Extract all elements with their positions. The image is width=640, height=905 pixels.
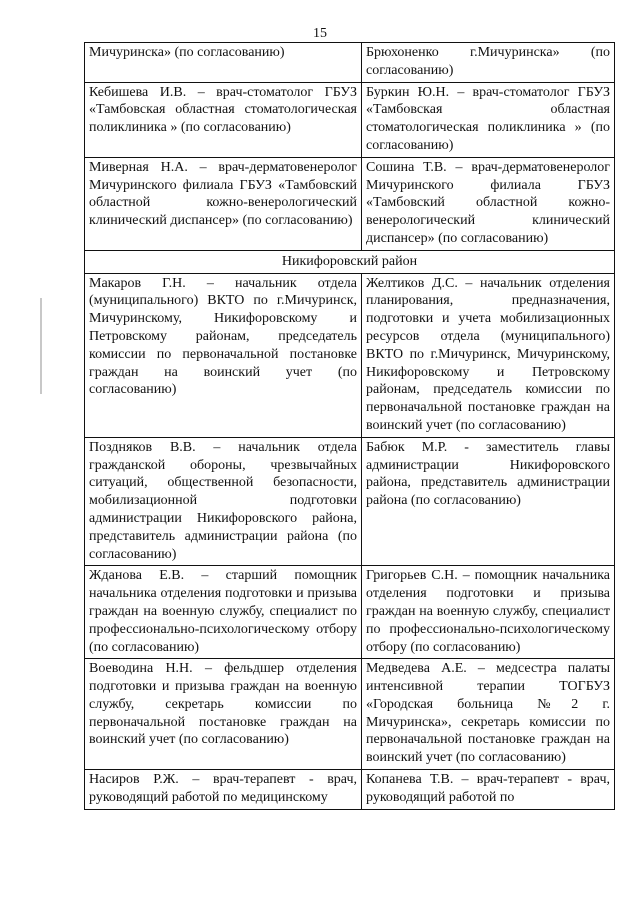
section-row — [85, 250, 615, 273]
table-row — [85, 157, 615, 250]
table-cell-right: Копанева Т.В. – врач-терапевт - врач, руководящий работой по — [362, 770, 615, 810]
table-cell-left: Макаров Г.Н. – начальник отдела (муниципального) ВКТО по г.Мичуринск, Мичуринскому, Никифоровскому и Петровскому районам, председатель комиссии по первоначальной постановке граждан на воинский учет (по согласованию) — [85, 273, 362, 437]
commission-table — [84, 42, 615, 810]
table-cell-right: Брюхоненко г.Мичуринска» (по согласованию) — [362, 43, 615, 83]
table-cell-left: Мичуринска» (по согласованию) — [85, 43, 362, 83]
table-cell-left: Насиров Р.Ж. – врач-терапевт - врач, руководящий работой по медицинскому — [85, 770, 362, 810]
table-cell-left: Миверная Н.А. – врач-дерматовенеролог Мичуринского филиала ГБУЗ «Тамбовский областной кожно-венерологический клинический диспансер» (по согласованию) — [85, 157, 362, 250]
table-row — [85, 43, 615, 83]
table-cell-right: Бабюк М.Р. - заместитель главы администрации Никифоровского района, представитель администрации района (по согласованию) — [362, 437, 615, 566]
page-number: 15 — [313, 26, 327, 41]
table-cell-right: Желтиков Д.С. – начальник отделения планирования, предназначения, подготовки и учета мобилизационных ресурсов отдела (муниципального) ВКТО по г.Мичуринск, Мичуринскому, Никифоровскому и Петровскому районам, председатель комиссии по первоначальной постановке граждан на воинский учет (по согласованию) — [362, 273, 615, 437]
table-cell-right: Медведева А.Е. – медсестра палаты интенсивной терапии ТОГБУЗ «Городская больница №2 г. Мичуринска», секретарь комиссии по первоначальной постановке граждан на воинский учет (по согласованию) — [362, 659, 615, 770]
table-row — [85, 273, 615, 437]
table-row — [85, 437, 615, 566]
table-cell-left: Кебишева И.В. – врач-стоматолог ГБУЗ «Тамбовская областная стоматологическая поликлиника » (по согласованию) — [85, 82, 362, 157]
table-row — [85, 659, 615, 770]
table-cell-right: Буркин Ю.Н. – врач-стоматолог ГБУЗ «Тамбовская областная стоматологическая поликлиника » (по согласованию) — [362, 82, 615, 157]
table-cell-left: Поздняков В.В. – начальник отдела гражданской обороны, чрезвычайных ситуаций, общественной безопасности, мобилизационной подготовки администрации Никифоровского района, представитель администрации района (по согласованию) — [85, 437, 362, 566]
table-row — [85, 566, 615, 659]
table-cell-right: Сошина Т.В. – врач-дерматовенеролог Мичуринского филиала ГБУЗ «Тамбовский областной кожно-венерологический клинический диспансер» (по согласованию) — [362, 157, 615, 250]
table-row — [85, 82, 615, 157]
table-row — [85, 770, 615, 810]
table-cell-left: Воеводина Н.Н. – фельдшер отделения подготовки и призыва граждан на военную службу, секретарь комиссии по первоначальной постановке граждан на воинский учет (по согласованию) — [85, 659, 362, 770]
scan-mark — [40, 298, 42, 394]
table-cell-left: Жданова Е.В. – старший помощник начальника отделения подготовки и призыва граждан на военную службу, специалист по профессионально-психологическому отбору (по согласованию) — [85, 566, 362, 659]
table-cell-right: Григорьев С.Н. – помощник начальника отделения подготовки и призыва граждан на военную службу, специалист по профессионально-психологическому отбору (по согласованию) — [362, 566, 615, 659]
section-title: Никифоровский район — [85, 250, 615, 273]
